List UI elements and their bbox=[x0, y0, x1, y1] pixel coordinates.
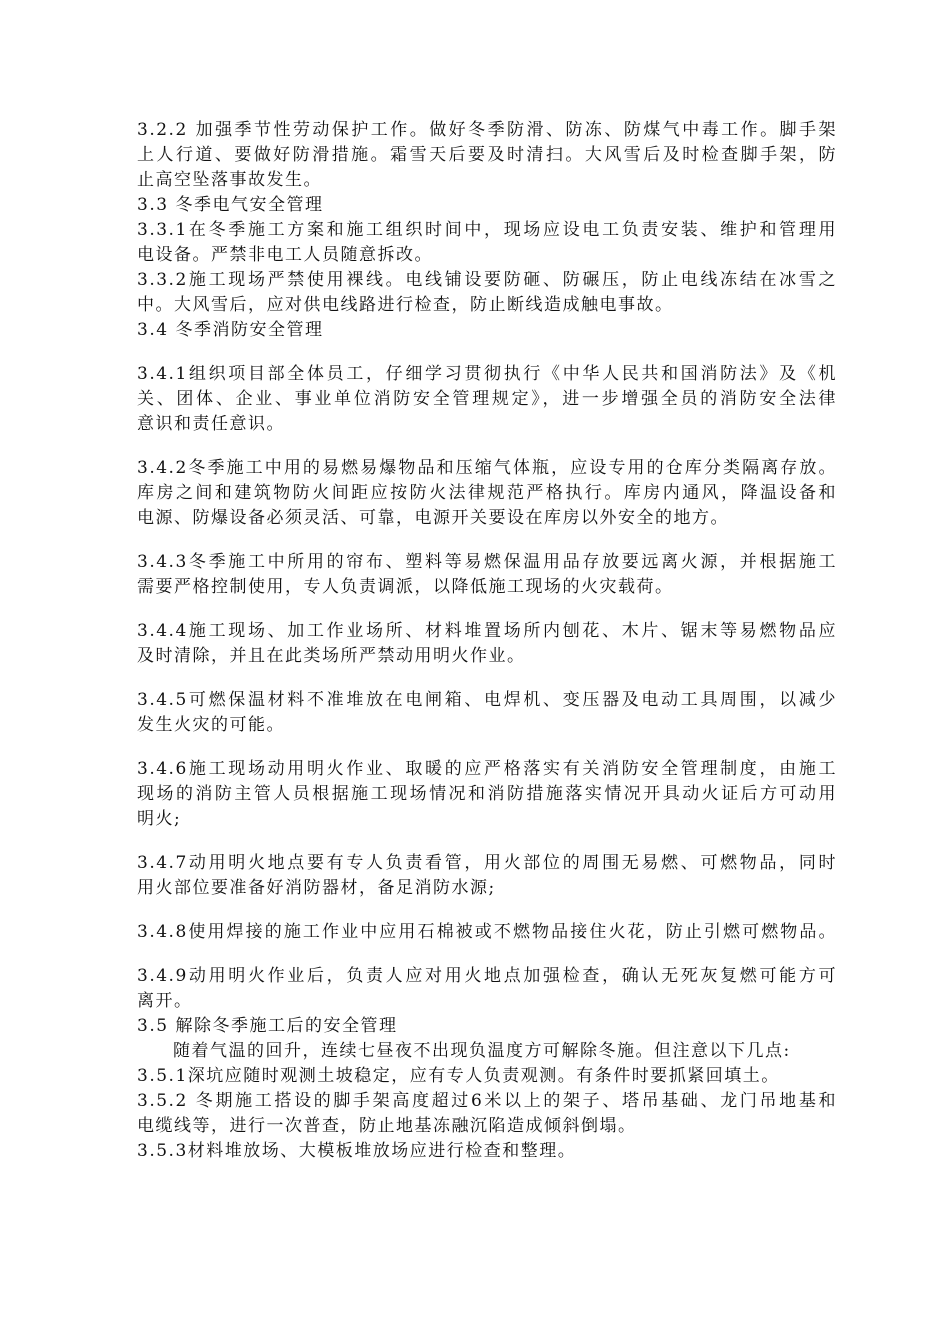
text-line: 中。大风雪后，应对供电线路进行检查，防止断线造成触电事故。 bbox=[137, 295, 674, 315]
text-line: 3.5.1深坑应随时观测土坡稳定，应有专人负责观测。有条件时要抓紧回填土。 bbox=[137, 1066, 780, 1086]
paragraph-gap bbox=[137, 945, 837, 964]
paragraph-3-3-2 bbox=[137, 268, 837, 318]
paragraph-gap bbox=[137, 600, 837, 619]
text-line: 3.4.9动用明火作业后，负责人应对用火地点加强检查，确认无死灰复燃可能方可 bbox=[137, 966, 837, 986]
text-line: 3.3.1在冬季施工方案和施工组织时间中，现场应设电工负责安装、维护和管理用 bbox=[137, 220, 837, 240]
paragraph-gap bbox=[137, 531, 837, 550]
document-body bbox=[137, 118, 837, 1164]
text-line: 及时清除，并且在此类场所严禁动用明火作业。 bbox=[137, 646, 526, 666]
paragraph-3-5-1 bbox=[137, 1064, 837, 1089]
text-line: 3.5.3材料堆放场、大模板堆放场应进行检查和整理。 bbox=[137, 1141, 577, 1161]
paragraph-3-3-1 bbox=[137, 218, 837, 268]
text-line: 用火部位要准备好消防器材，备足消防水源; bbox=[137, 878, 496, 898]
text-line: 关、团体、企业、事业单位消防安全管理规定》，进一步增强全员的消防安全法律 bbox=[137, 389, 837, 409]
heading-3-3 bbox=[137, 193, 837, 218]
text-line: 随着气温的回升，连续七昼夜不出现负温度方可解除冬施。但注意以下几点: bbox=[173, 1041, 791, 1061]
paragraph-3-4-8 bbox=[137, 920, 837, 945]
text-line: 电设备。严禁非电工人员随意拆改。 bbox=[137, 245, 433, 265]
paragraph-3-4-3 bbox=[137, 550, 837, 600]
text-line: 3.4.6施工现场动用明火作业、取暖的应严格落实有关消防安全管理制度，由施工 bbox=[137, 759, 837, 779]
section-heading: 3.5 解除冬季施工后的安全管理 bbox=[137, 1016, 398, 1036]
text-line: 库房之间和建筑物防火间距应按防火法律规范严格执行。库房内通风，降温设备和 bbox=[137, 483, 837, 503]
text-line: 3.2.2 加强季节性劳动保护工作。做好冬季防滑、防冻、防煤气中毒工作。脚手架 bbox=[137, 120, 837, 140]
text-line: 离开。 bbox=[137, 991, 193, 1011]
paragraph-3-4-2 bbox=[137, 456, 837, 531]
text-line: 明火; bbox=[137, 809, 182, 829]
paragraph-3-5-2 bbox=[137, 1089, 837, 1139]
heading-3-4 bbox=[137, 318, 837, 343]
text-line: 3.4.5可燃保温材料不准堆放在电闸箱、电焊机、变压器及电动工具周围，以减少 bbox=[137, 690, 837, 710]
paragraph-3-4-1 bbox=[137, 362, 837, 437]
paragraph-3-5-3 bbox=[137, 1139, 837, 1164]
text-line: 止高空坠落事故发生。 bbox=[137, 170, 322, 190]
text-line: 发生火灾的可能。 bbox=[137, 715, 285, 735]
paragraph-gap bbox=[137, 343, 837, 362]
text-line: 3.5.2 冬期施工搭设的脚手架高度超过6米以上的架子、塔吊基础、龙门吊地基和 bbox=[137, 1091, 837, 1111]
paragraph-3-4-9 bbox=[137, 964, 837, 1014]
section-heading: 3.3 冬季电气安全管理 bbox=[137, 195, 324, 215]
text-line: 3.4.8使用焊接的施工作业中应用石棉被或不燃物品接住火花，防止引燃可燃物品。 bbox=[137, 922, 837, 942]
paragraph-gap bbox=[137, 437, 837, 456]
text-line: 3.4.7动用明火地点要有专人负责看管，用火部位的周围无易燃、可燃物品，同时 bbox=[137, 853, 837, 873]
text-line: 意识和责任意识。 bbox=[137, 414, 285, 434]
paragraph-3-2-2 bbox=[137, 118, 837, 193]
text-line: 3.4.3冬季施工中所用的帘布、塑料等易燃保温用品存放要远离火源，并根据施工 bbox=[137, 552, 837, 572]
paragraph-3-4-4 bbox=[137, 619, 837, 669]
paragraph-3-4-5 bbox=[137, 688, 837, 738]
text-line: 3.4.1组织项目部全体员工，仔细学习贯彻执行《中华人民共和国消防法》及《机 bbox=[137, 364, 837, 384]
text-line: 电缆线等，进行一次普查，防止地基冻融沉陷造成倾斜倒塌。 bbox=[137, 1116, 637, 1136]
paragraph-gap bbox=[137, 901, 837, 920]
paragraph-gap bbox=[137, 738, 837, 757]
paragraph-gap bbox=[137, 832, 837, 851]
paragraph-3-4-7 bbox=[137, 851, 837, 901]
text-line: 3.4.4施工现场、加工作业场所、材料堆置场所内刨花、木片、锯末等易燃物品应 bbox=[137, 621, 837, 641]
paragraph-3-5-intro bbox=[137, 1039, 837, 1064]
heading-3-5 bbox=[137, 1014, 837, 1039]
text-line: 3.3.2施工现场严禁使用裸线。电线铺设要防砸、防碾压，防止电线冻结在冰雪之 bbox=[137, 270, 837, 290]
paragraph-gap bbox=[137, 669, 837, 688]
section-heading: 3.4 冬季消防安全管理 bbox=[137, 320, 324, 340]
text-line: 电源、防爆设备必须灵活、可靠，电源开关要设在库房以外安全的地方。 bbox=[137, 508, 729, 528]
text-line: 现场的消防主管人员根据施工现场情况和消防措施落实情况开具动火证后方可动用 bbox=[137, 784, 837, 804]
paragraph-3-4-6 bbox=[137, 757, 837, 832]
text-line: 3.4.2冬季施工中用的易燃易爆物品和压缩气体瓶，应设专用的仓库分类隔离存放。 bbox=[137, 458, 837, 478]
text-line: 上人行道、要做好防滑措施。霜雪天后要及时清扫。大风雪后及时检查脚手架，防 bbox=[137, 145, 837, 165]
text-line: 需要严格控制使用，专人负责调派，以降低施工现场的火灾载荷。 bbox=[137, 577, 674, 597]
